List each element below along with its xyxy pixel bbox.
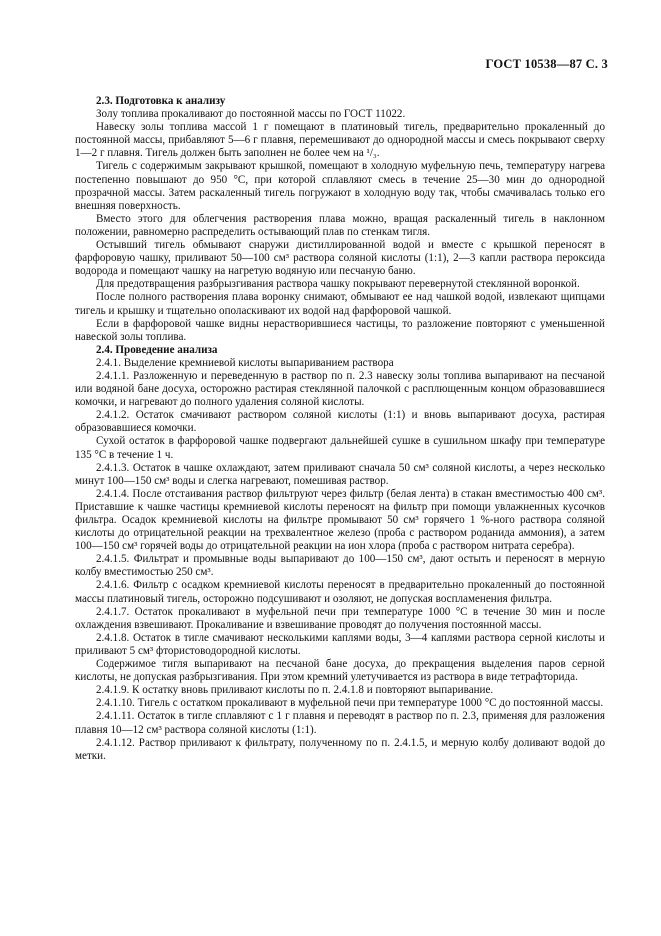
paragraph: Для предотвращения разбрызгивания раствора чашку покрывают перевернутой стеклянной воронкой. (96, 278, 580, 291)
paragraph: 2.4.1.4. После отстаивания раствор фильтруют через фильтр (белая лента) в стакан вместимостью 400 см³. Приставшие к чашке частицы кремниевой кислоты переносят на фильтр при помощи увлажненных кусочков фильтра. Осадок кремниевой кислоты на фильтре промывают 50 см³ горячего 1 %-ного раствора соляной кислоты до отрицательной реакции на трехвалентное железо (проба с раствором роданида аммония), а затем 100—150 см³ горячей воды до отрицательной реакции на ион хлора (проба с раствором нитрата серебра). (75, 487, 605, 553)
paragraph: 2.4.1.5. Фильтрат и промывные воды выпаривают до 100—150 см³, дают остыть и переносят в мерную колбу вместимостью 250 см³. (75, 553, 605, 579)
paragraph: 2.4.1.3. Остаток в чашке охлаждают, затем приливают сначала 50 см³ соляной кислоты, а через несколько минут 100—150 см³ воды и слегка нагревают, помешивая раствор. (75, 461, 605, 487)
paragraph: Если в фарфоровой чашке видны нерастворившиеся частицы, то разложение повторяют с уменьшенной навеской золы топлива. (75, 317, 605, 343)
paragraph: 2.4.1.10. Тигель с остатком прокаливают в муфельной печи при температуре 1000 °С до постоянной массы. (96, 697, 604, 710)
paragraph: 2.4.1.2. Остаток смачивают раствором соляной кислоты (1:1) и вновь выпаривают досуха, растирая образовавшиеся комочки. (75, 409, 605, 435)
paragraph: Содержимое тигля выпаривают на песчаной бане досуха, до прекращения выделения паров серной кислоты, не допуская разбрызгивания. При этом кремний улетучивается из раствора в виде тетрафторида. (75, 658, 605, 684)
paragraph: После полного растворения плава воронку снимают, обмывают ее над чашкой водой, извлекают щипцами тигель и крышку и тщательно ополаскивают их водой над фарфоровой чашкой. (75, 291, 605, 317)
paragraph: Навеску золы топлива массой 1 г помещают в платиновый тигель, предварительно прокаленный до постоянной массы, прибавляют 5—6 г плавня, перемешивают до однородной массы и смесь покрывают сверху 1—2 г плавня. Тигель должен быть заполнен не более чем на ¹/₃. (75, 121, 605, 160)
paragraph: Золу топлива прокаливают до постоянной массы по ГОСТ 11022. (96, 108, 406, 121)
paragraph: Вместо этого для облегчения растворения плава можно, вращая раскаленный тигель в наклонном положении, равномерно распределить остывающий плав по стенкам тигля. (75, 212, 605, 238)
paragraph: 2.4.1.6. Фильтр с осадком кремниевой кислоты переносят в предварительно прокаленный до постоянной массы платиновый тигель, осторожно подсушивают и озоляют, не допуская воспламенения фильтра. (75, 579, 605, 605)
section-heading: 2.4. Проведение анализа (96, 343, 218, 356)
paragraph: Тигель с содержимым закрывают крышкой, помещают в холодную муфельную печь, температуру нагрева постепенно повышают до 950 °С, при которой сплавляют смесь в течение 25—30 мин до однородной прозрачной массы. Затем раскаленный тигель погружают в холодную воду так, чтобы смачивалась только его внешняя поверхность. (75, 160, 605, 212)
paragraph: Сухой остаток в фарфоровой чашке подвергают дальнейшей сушке в сушильном шкафу при температуре 135 °С в течение 1 ч. (75, 435, 605, 461)
paragraph: 2.4.1.9. К остатку вновь приливают кислоты по п. 2.4.1.8 и повторяют выпаривание. (96, 684, 494, 697)
paragraph: 2.4.1.1. Разложенную и переведенную в раствор по п. 2.3 навеску золы топлива выпаривают на песчаной или водяной бане досуха, осторожно растирая стеклянной палочкой с расплющенным концом образовавшиеся комочки, и нагревают до полного удаления соляной кислоты. (75, 369, 605, 409)
document-body (75, 95, 605, 763)
paragraph: 2.4.1.12. Раствор приливают к фильтрату, полученному по п. 2.4.1.5, и мерную колбу доливают водой до метки. (75, 736, 605, 762)
paragraph: 2.4.1. Выделение кремниевой кислоты выпариванием раствора (96, 356, 394, 369)
paragraph: Остывший тигель обмывают снаружи дистиллированной водой и вместе с крышкой переносят в фарфоровую чашку, приливают 50—100 см³ раствора соляной кислоты (1:1), 2—3 капли раствора пероксида водорода и помещают чашку на нагретую водяную или песчаную баню. (75, 239, 605, 278)
page-header: ГОСТ 10538—87 С. 3 (485, 57, 608, 71)
section-heading: 2.3. Подготовка к анализу (96, 95, 226, 107)
paragraph: 2.4.1.7. Остаток прокаливают в муфельной печи при температуре 1000 °С в течение 30 мин и после охлаждения взвешивают. Прокаливание и взвешивание проводят до получения постоянной массы. (75, 605, 605, 631)
paragraph: 2.4.1.11. Остаток в тигле сплавляют с 1 г плавня и переводят в раствор по п. 2.3, применяя для разложения плавня 10—12 см³ раствора соляной кислоты (1:1). (75, 710, 605, 736)
paragraph: 2.4.1.8. Остаток в тигле смачивают несколькими каплями воды, 3—4 каплями раствора серной кислоты и приливают 5 см³ фтористоводородной кислоты. (75, 631, 605, 657)
